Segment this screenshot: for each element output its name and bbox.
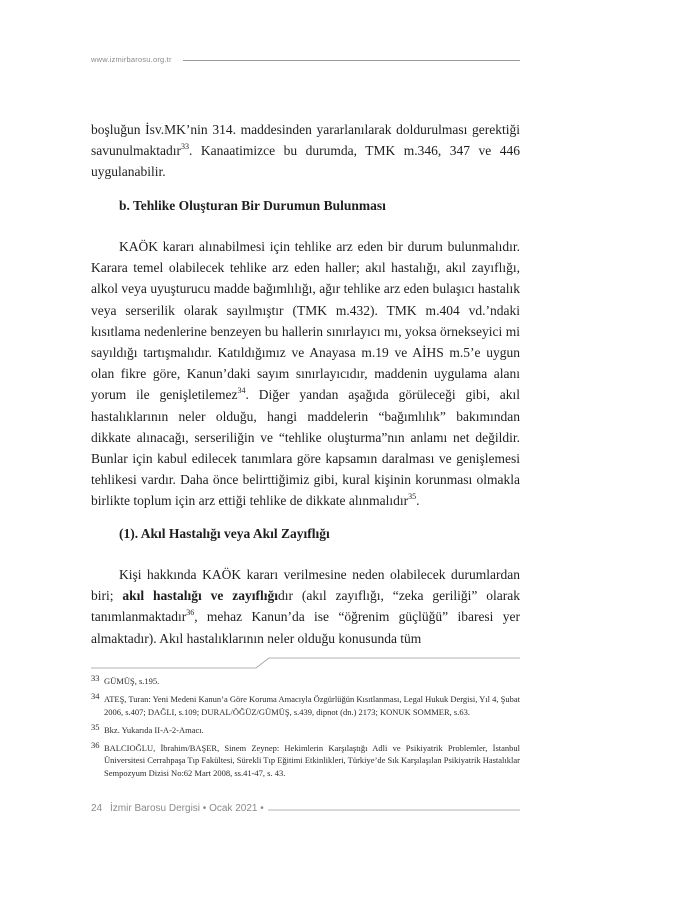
footnote-ref-34[interactable]: 34: [237, 385, 246, 395]
footnote-34: [91, 693, 520, 718]
paragraph-2-continued: . Diğer yandan aşağıda görüleceği gibi, akıl hastalıklarının neler olduğu, hangi maddelerin “bağımlılık” bakımından dikkate alınacağı, serseriliğin ve “tehlike oluşturma”nın anlamı net değildir. Bunlar için kabul edilecek tanımlara göre kapsamın daralması ve genişlemesi tehlikesi vardır. Daha önce belirttiğimiz gibi, kural kişinin korunması olmakla birlikte toplum için arz ettiği tehlike de dikkate alınmalıdır: [91, 387, 521, 509]
footnote-ref-35[interactable]: 35: [408, 491, 417, 501]
footnote-36: [91, 742, 520, 779]
paragraph-3-continued: dır (akıl zayıflığı, “zeka geriliği” olarak tanımlanmaktadır: [91, 588, 520, 625]
journal-footer: İzmir Barosu Dergisi • Ocak 2021 •: [110, 803, 264, 814]
footnote-33: [91, 675, 520, 687]
paragraph-3-end: , mehaz Kanun’da ise “öğrenim güçlüğü” ibaresi yer almaktadır). Akıl hastalıklarının neler olduğu konusunda tüm: [91, 609, 520, 646]
paragraph-1-end: . Kanaatimizce bu durumda, TMK m.346, 347 ve 446 uygulanabilir.: [91, 143, 520, 180]
footnote-number: 34: [91, 691, 100, 702]
footnote-separator: [91, 656, 521, 670]
paragraph-2-end: .: [416, 493, 420, 509]
footnote-ref-36[interactable]: 36: [186, 607, 195, 617]
paragraph-3-bold: akıl hastalığı ve zayıflığı: [122, 588, 279, 604]
footnote-number: 35: [91, 721, 100, 732]
footnote-text: Bkz. Yukarıda II-A-2-Amacı.: [104, 724, 204, 735]
footnotes: [91, 675, 520, 785]
footer-rule: [268, 800, 521, 814]
header-url: www.izmirbarosu.org.tr: [91, 55, 172, 64]
paragraph-3: [91, 564, 520, 649]
page-number: 24: [91, 803, 103, 814]
header-rule: [183, 60, 520, 61]
footnote-ref-33[interactable]: 33: [180, 141, 189, 151]
footnote-number: 36: [91, 740, 100, 751]
section-heading-1: (1). Akıl Hastalığı veya Akıl Zayıflığı: [119, 526, 330, 541]
paragraph-2-text: KAÖK kararı alınabilmesi için tehlike arz eden bir durum bulunmalıdır. Karara temel olabilecek tehlike arz eden haller; akıl hastalığı, akıl zayıflığı, alkol veya uyuşturucu madde bağımlılığı, ağır tehlike arz eden bulaşıcı hastalık veya serserilik olarak sayılmıştır (TMK m.432). TMK m.404 vd.’ndaki kısıtlama nedenlerine benzeyen bu hallerin sınırlayıcı mı, yoksa örnekseyici mi sayıldığı tartışmalıdır. Katıldığımız ve Anayasa m.19 ve AİHS m.5’e uygun olan fikre göre, Kanun’daki sayım sınırlayıcıdır, maddenin uygulama alanı yorum ile genişletilemez: [91, 239, 520, 403]
footnote-text: BALCIOĞLU, İbrahim/BAŞER, Sinem Zeynep: Hekimlerin Karşılaştığı Adli ve Psikiyatrik Problemler, İstanbul Üniversitesi Cerrahpaşa Tıp Fakültesi, Sürekli Tıp Eğitimi Etkinlikleri, Türkiye’de Sık Karşılaşılan Psikiyatrik Hastalıklar Sempozyum Dizisi No:62 Mart 2008, ss.41-47, s. 43.: [104, 743, 520, 778]
section-heading-b: b. Tehlike Oluşturan Bir Durumun Bulunması: [119, 198, 386, 213]
footnote-text: GÜMÜŞ, s.195.: [104, 676, 160, 686]
paragraph-3-text: Kişi hakkında KAÖK kararı verilmesine neden olabilecek durumlardan biri;: [91, 567, 520, 604]
paragraph-2: [91, 236, 520, 512]
paragraph-1: [91, 119, 520, 183]
footnote-35: [91, 721, 520, 736]
footnote-text: ATEŞ, Turan: Yeni Medeni Kanun’a Göre Koruma Amacıyla Özgürlüğün Kısıtlanması, Legal Hukuk Dergisi, Yıl 4, Şubat 2006, s.407; DAĞLI, s.109; DURAL/ÖĞÜZ/GÜMÜŞ, s.439, dipnot (dn.) 2173; KONUK SOMMER, s.63.: [104, 694, 520, 717]
paragraph-1-text: boşluğun İsv.MK’nin 314. maddesinden yararlanılarak doldurulması gerektiği savunulmaktadır: [91, 122, 520, 159]
footnote-number: 33: [91, 673, 100, 683]
